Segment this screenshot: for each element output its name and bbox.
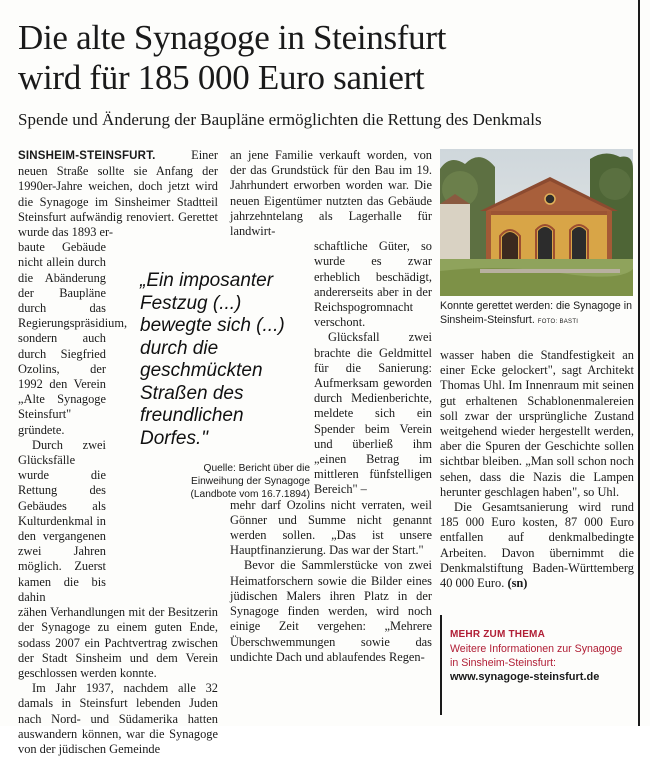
col2-paragraph-1a: an jene Familie verkauft worden, von der das Grundstück für den Bau im 19. Jahrhundert erworben worden war. Die neuen Eigentümer nutzten das Gebäude jahrzehntelang als Lagerhalle für landwirt- <box>230 148 432 239</box>
col1-paragraph-1a <box>18 148 218 240</box>
more-info-text-line-1: Weitere Informationen zur Synagoge <box>450 643 623 655</box>
more-info-label: MEHR ZUM THEMA <box>450 629 546 640</box>
more-info-text-line-2: in Sinsheim-Steinsfurt: <box>450 657 556 669</box>
headline-line-2: wird für 185 000 Euro saniert <box>18 58 425 97</box>
pull-quote-source-line-1: Quelle: Bericht über die <box>203 463 310 474</box>
synagogue-photo <box>440 149 633 296</box>
col1-paragraph-2a: Durch zwei Glücksfälle wurde die Rettung des Gebäudes als Kulturdenkmal in den vergangenen zwei Jahren möglich. Zuerst kamen die bis dahin <box>18 437 106 604</box>
dateline: SINSHEIM-STEINSFURT. <box>18 150 156 162</box>
col2-paragraph-2a: Glücksfall zwei brachte die Geldmittel für die Sanierung: Aufmerksam geworden durch Medienberichte, meldete sich ein Spender beim Verein und überließ ihm „einen Betrag im mittleren fünfstelligen Bereich" – <box>314 330 432 497</box>
article-column-2 <box>230 148 432 665</box>
photo-caption-text: Konnte gerettet werden: die Synagoge in Sinsheim-Steinsfurt. <box>440 300 633 326</box>
pull-quote-text: „Ein imposanter Festzug (...) bewegte sich (...) durch die geschmückten Straßen des freundlichen Dorfes." <box>140 270 285 449</box>
pull-quote-source-line-3: (Landbote vom 16.7.1894) <box>190 489 310 500</box>
col2-paragraph-2b: mehr darf Ozolins nicht verraten, weil Gönner und Summe nicht genannt werden sollen. „Das ist unsere Hauptfinanzierung. Das war der Start." <box>230 497 432 558</box>
photo-caption <box>440 300 634 329</box>
subheadline: Spende und Änderung der Baupläne ermöglichten die Rettung des Denkmals <box>18 110 542 129</box>
col3-text-2: Die Gesamtsanierung wird rund 185 000 Euro kosten, 87 000 Euro entfallen auf denkmalbedingte Arbeiten. Davon übernimmt die Denkmalstiftung Baden-Württemberg 40 000 Euro. <box>440 500 634 591</box>
col1-paragraph-2b: zähen Verhandlungen mit der Besitzerin der Synagoge zu einem guten Ende, sodass 2007 ein Pachtvertrag zwischen der Stadt Sinsheim und dem Verein geschlossen werden konnte. <box>18 605 218 680</box>
author-initials: (sn) <box>507 576 528 591</box>
col1-text-1a: Einer neuen Straße sollte sie Anfang der 1990er-Jahre weichen, doch jetzt wird die Synagoge im Sinsheimer Stadtteil Steinsfurt aufwändig renoviert. Gerettet wurde das 1893 er- <box>18 148 218 240</box>
col1-paragraph-1b: baute Gebäude nicht allein durch die Abänderung der Baupläne durch das Regierungspräsidium, sondern auch durch Siegfried Ozolins, der 1992 den Verein „Alte Synagoge Steinsfurt" gründete. <box>18 240 128 437</box>
column-rule <box>638 0 640 726</box>
col3-paragraph-2 <box>440 500 634 591</box>
col2-paragraph-3: Bevor die Sammlerstücke von zwei Heimatforschern sowie die Bilder eines jüdischen Malers ihren Platz in der Synagoge finden werden, wird noch einige Zeit vergehen: „Mehrere Überschwemmungen sowie das undichte Dach und ablaufendes Regen- <box>230 558 432 664</box>
more-info-box <box>440 615 634 715</box>
article-column-3 <box>440 348 634 591</box>
website-link[interactable]: www.synagoge-steinsfurt.de <box>450 671 600 683</box>
col2-paragraph-1b: schaftliche Güter, so wurde es zwar erheblich beschädigt, andererseits aber in der Reichspogromnacht verschont. <box>314 239 432 330</box>
col3-paragraph-1: wasser haben die Standfestigkeit an einer Ecke gelockert", sagt Architekt Thomas Uhl. Im Innenraum mit seinen gut erhaltenen Schablonenmalereien soll zwar der ursprüngliche Zustand weitgehend wieder hergestellt werden, aber die Spuren der Geschichte sollen sichtbar bleiben. „Man soll schon noch sehen, dass die Nazis die Lampen herunter geschlagen haben", so Uhl. <box>440 348 634 499</box>
photo-credit: FOTO: BASTI <box>537 318 579 325</box>
more-info-text <box>450 642 634 670</box>
pull-quote-source-line-2: Einweihung der Synagoge <box>191 476 310 487</box>
synagogue-photo-image <box>440 149 633 296</box>
headline-line-1: Die alte Synagoge in Steinsfurt <box>18 18 447 57</box>
col1-paragraph-3: Im Jahr 1937, nachdem alle 32 damals in Steinsfurt lebenden Juden nach Nord- und Südamerika hatten auswandern können, war die Synagoge von der jüdischen Gemeinde <box>18 681 218 756</box>
headline <box>18 18 628 98</box>
